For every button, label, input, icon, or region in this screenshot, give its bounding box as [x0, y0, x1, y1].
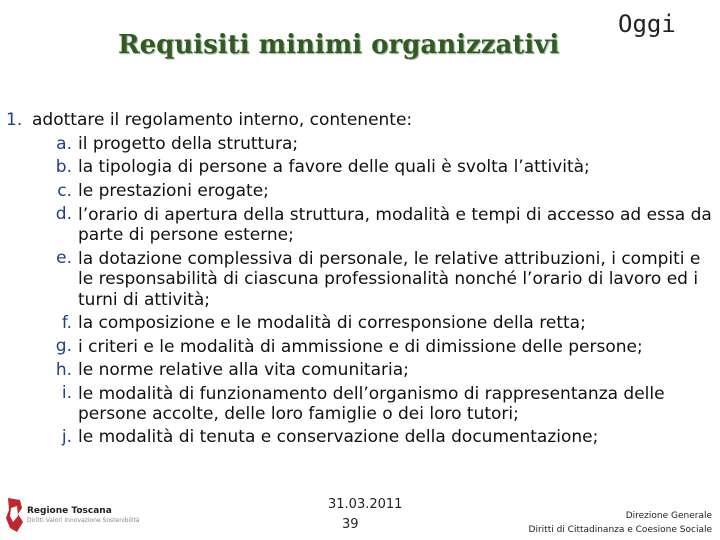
sublist-item: [44, 426, 712, 450]
sublist-text: il progetto della struttura;: [78, 133, 299, 154]
page-number: 39: [342, 517, 359, 532]
sublist-letter: a.: [56, 133, 72, 154]
sublist-text: la composizione e le modalità di corresponsione della retta;: [78, 312, 586, 333]
item-text: adottare il regolamento interno, contenente:: [32, 110, 413, 130]
slide-body: [6, 109, 712, 450]
sublist-letter: e.: [56, 248, 72, 268]
sublist-item: [44, 180, 712, 204]
slide-title: Requisiti minimi organizzativi: [118, 30, 560, 60]
sublist-text: la dotazione complessiva di personale, le relative attribuzioni, i compiti e le responsabilità di ciascuna professionalità nonché l’orario di lavoro ed i turni di attività;: [78, 248, 701, 310]
sublist: [44, 133, 712, 450]
sublist-text: l’orario di apertura della struttura, modalità e tempi di accesso ad essa da parte di persone esterne;: [78, 204, 712, 245]
item-number: 1.: [6, 110, 23, 130]
sublist-letter: j.: [61, 427, 72, 447]
sublist-item: [44, 382, 712, 426]
sublist-item: [44, 133, 712, 157]
sublist-item: [44, 335, 712, 359]
sublist-item: [44, 359, 712, 383]
sublist-letter: c.: [57, 180, 72, 201]
footer-date: 31.03.2011: [328, 497, 403, 512]
sublist-item: [44, 312, 712, 336]
sublist-text: i criteri e le modalità di ammissione e di dimissione delle persone;: [78, 336, 643, 357]
sublist-letter: d.: [55, 204, 72, 224]
sublist-text: la tipologia di persone a favore delle quali è svolta l’attività;: [78, 157, 590, 177]
sublist-letter: f.: [61, 312, 72, 333]
sublist-item: [44, 156, 712, 180]
sublist-text: le modalità di tenuta e conservazione della documentazione;: [78, 427, 599, 447]
sublist-letter: g.: [55, 336, 72, 356]
sublist-letter: b.: [55, 157, 72, 177]
logo-name: Regione Toscana: [27, 506, 112, 516]
sublist-item: [44, 247, 712, 312]
sublist-letter: h.: [55, 359, 72, 380]
sublist-text: le prestazioni erogate;: [78, 180, 269, 201]
regione-toscana-logo: [4, 496, 26, 534]
department-line-1: Direzione Generale: [625, 511, 712, 521]
department-line-2: Diritti di Cittadinanza e Coesione Sociale: [528, 525, 712, 535]
sublist-text: le norme relative alla vita comunitaria;: [78, 359, 409, 380]
list-item-main: [6, 109, 712, 133]
department-label: [529, 509, 712, 537]
oggi-badge: Oggi: [618, 10, 676, 38]
sublist-letter: i.: [61, 383, 72, 403]
logo-tagline: Diritti Valori Innovazione Sostenibilità: [27, 517, 140, 524]
sublist-text: le modalità di funzionamento dell’organismo di rappresentanza delle persone accolte, delle loro famiglie o dei loro tutori;: [78, 383, 665, 424]
sublist-item: [44, 203, 712, 247]
